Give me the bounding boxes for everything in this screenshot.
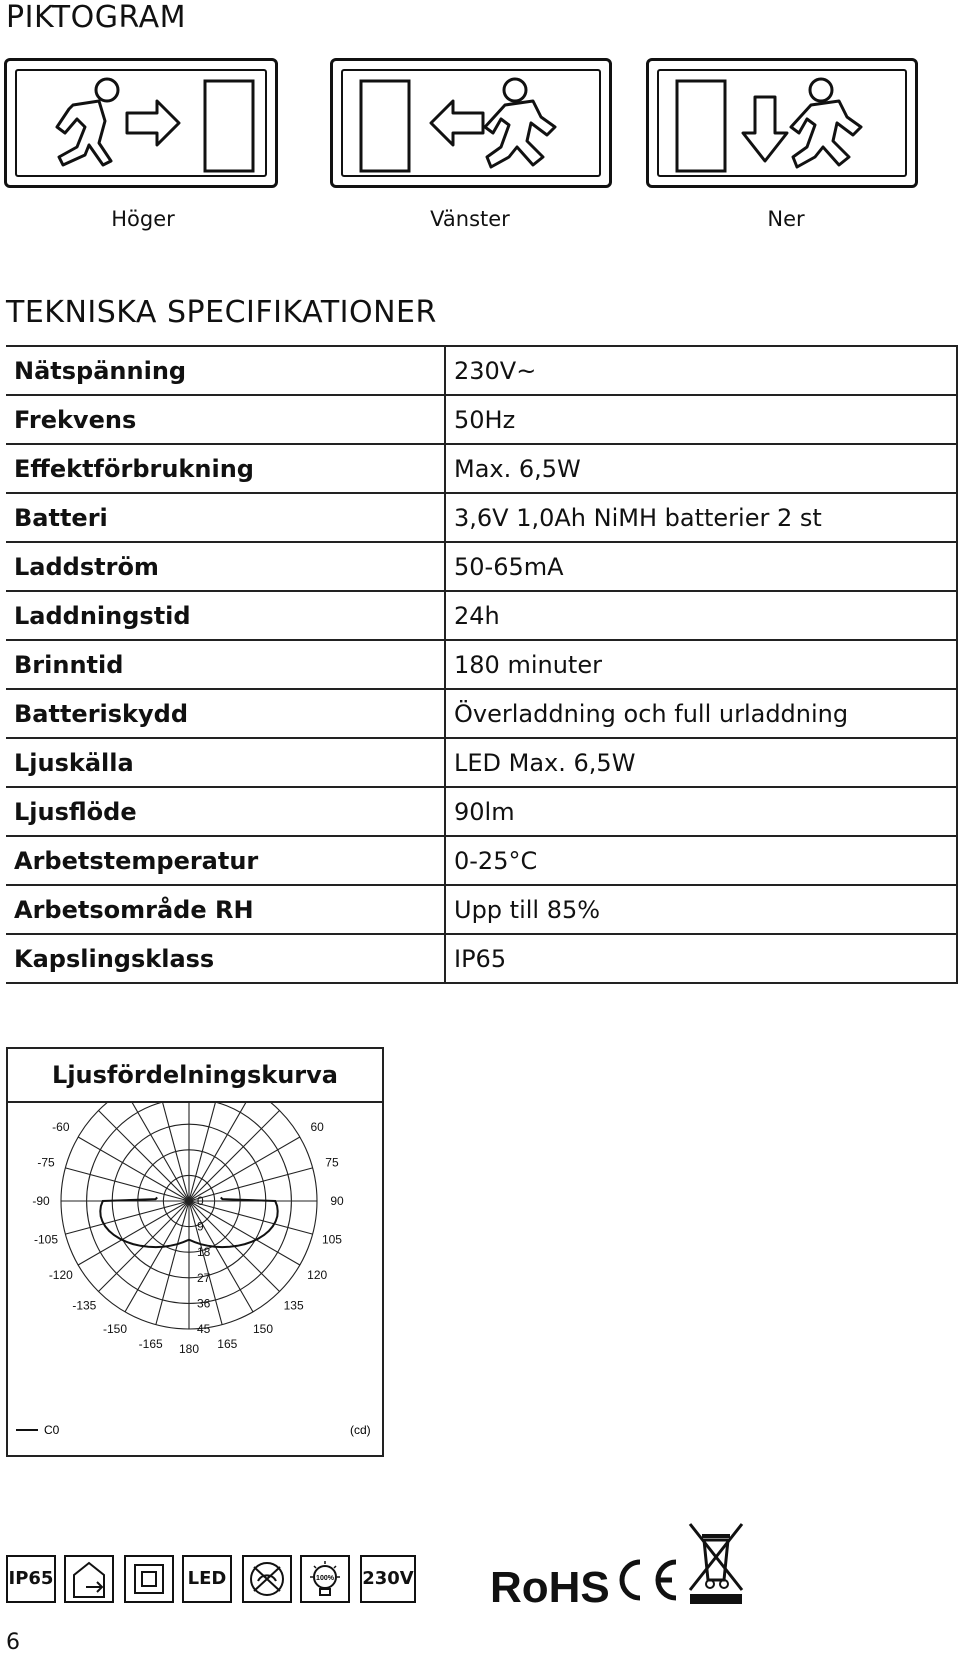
specs-heading: TEKNISKA SPECIFIKATIONER — [6, 295, 437, 330]
spec-label: Arbetstemperatur — [6, 836, 445, 885]
angle-label: 135 — [283, 1298, 304, 1313]
spec-value: 50-65mA — [445, 542, 957, 591]
angle-label: -60 — [52, 1120, 70, 1134]
angle-label: 180 — [178, 1342, 200, 1356]
exit-down-icon — [649, 61, 921, 191]
spec-label: Effektförbrukning — [6, 444, 445, 493]
spec-table — [6, 345, 958, 984]
exit-left-icon — [333, 61, 615, 191]
grid-spoke — [125, 1201, 189, 1312]
sign-caption-right: Höger — [111, 207, 175, 231]
exit-sign-right — [4, 58, 278, 188]
spec-row — [6, 885, 957, 934]
spec-value: Max. 6,5W — [445, 444, 957, 493]
spec-value: 230V~ — [445, 346, 957, 395]
spec-label: Kapslingsklass — [6, 934, 445, 983]
led-badge: LED — [182, 1555, 232, 1603]
radial-label: 9 — [197, 1219, 204, 1234]
bulb-100-icon — [300, 1555, 350, 1603]
page-number: 6 — [6, 1630, 20, 1655]
spec-label: Batteriskydd — [6, 689, 445, 738]
angle-label: 60 — [310, 1120, 324, 1134]
spec-row — [6, 934, 957, 983]
radial-label: 27 — [197, 1270, 211, 1285]
angle-label: 165 — [217, 1336, 238, 1351]
spec-row — [6, 836, 957, 885]
spec-label: Frekvens — [6, 395, 445, 444]
angle-label: -120 — [48, 1268, 73, 1282]
grid-spoke — [189, 1168, 313, 1201]
spec-label: Laddström — [6, 542, 445, 591]
spec-value: 50Hz — [445, 395, 957, 444]
spec-row — [6, 591, 957, 640]
spec-value: 90lm — [445, 787, 957, 836]
spec-label: Ljusflöde — [6, 787, 445, 836]
spec-row — [6, 444, 957, 493]
class-ii-icon — [124, 1555, 174, 1603]
spec-value: 3,6V 1,0Ah NiMH batterier 2 st — [445, 493, 957, 542]
grid-spoke — [65, 1201, 189, 1234]
ip65-badge: IP65 — [6, 1555, 56, 1603]
angle-label: -135 — [72, 1298, 97, 1313]
angle-label: 90 — [330, 1194, 344, 1208]
spec-value: Upp till 85% — [445, 885, 957, 934]
exit-right-icon — [7, 61, 281, 191]
spec-value: IP65 — [445, 934, 957, 983]
ldc-title: Ljusfördelningskurva — [6, 1047, 384, 1103]
no-dimming-icon — [242, 1555, 292, 1603]
rohs-logo: RoHS — [490, 1563, 610, 1612]
spec-label: Arbetsområde RH — [6, 885, 445, 934]
spec-label: Ljuskälla — [6, 738, 445, 787]
grid-spoke — [189, 1137, 300, 1201]
grid-spoke — [78, 1201, 189, 1265]
spec-row — [6, 346, 957, 395]
house-arrow-icon — [64, 1555, 114, 1603]
bulb-label: 100% — [316, 1575, 334, 1582]
spec-row — [6, 689, 957, 738]
230v-badge: 230V — [360, 1555, 416, 1603]
spec-value: 180 minuter — [445, 640, 957, 689]
radial-label: 45 — [197, 1322, 211, 1336]
spec-value: Överladdning och full urladdning — [445, 689, 957, 738]
angle-label: -90 — [32, 1194, 50, 1208]
spec-value: 24h — [445, 591, 957, 640]
angle-label: 120 — [307, 1268, 328, 1282]
angle-label: 105 — [321, 1232, 342, 1247]
spec-row — [6, 640, 957, 689]
spec-label: Laddningstid — [6, 591, 445, 640]
spec-value: 0-25°C — [445, 836, 957, 885]
sign-caption-left: Vänster — [430, 207, 510, 231]
sign-caption-down: Ner — [767, 207, 805, 231]
grid-spoke — [189, 1201, 313, 1234]
spec-value: LED Max. 6,5W — [445, 738, 957, 787]
radial-label: 0 — [197, 1194, 204, 1208]
spec-row — [6, 787, 957, 836]
grid-spoke — [78, 1137, 189, 1201]
spec-label: Batteri — [6, 493, 445, 542]
ldc-polar-chart — [6, 1103, 384, 1455]
unit-label: (cd) — [350, 1423, 371, 1437]
pictogram-heading: PIKTOGRAM — [6, 0, 187, 35]
grid-spoke — [156, 1201, 189, 1325]
angle-label: -75 — [37, 1155, 55, 1170]
spec-row — [6, 542, 957, 591]
weee-bin-icon — [686, 1520, 746, 1606]
radial-label: 18 — [197, 1245, 211, 1260]
spec-row — [6, 395, 957, 444]
exit-sign-left — [330, 58, 612, 188]
angle-label: 150 — [252, 1322, 274, 1337]
exit-sign-down — [646, 58, 918, 188]
spec-label: Brinntid — [6, 640, 445, 689]
radial-label: 36 — [197, 1296, 211, 1311]
spec-label: Nätspänning — [6, 346, 445, 395]
grid-spoke — [98, 1110, 189, 1201]
grid-spoke — [189, 1110, 280, 1201]
spec-row — [6, 738, 957, 787]
ce-mark-icon — [612, 1556, 682, 1604]
spec-row — [6, 493, 957, 542]
legend-label: C0 — [44, 1423, 60, 1437]
angle-label: 75 — [325, 1155, 339, 1170]
grid-spoke — [65, 1168, 189, 1201]
angle-label: -105 — [34, 1232, 59, 1247]
angle-label: -150 — [102, 1322, 128, 1337]
angle-label: -165 — [138, 1336, 163, 1351]
